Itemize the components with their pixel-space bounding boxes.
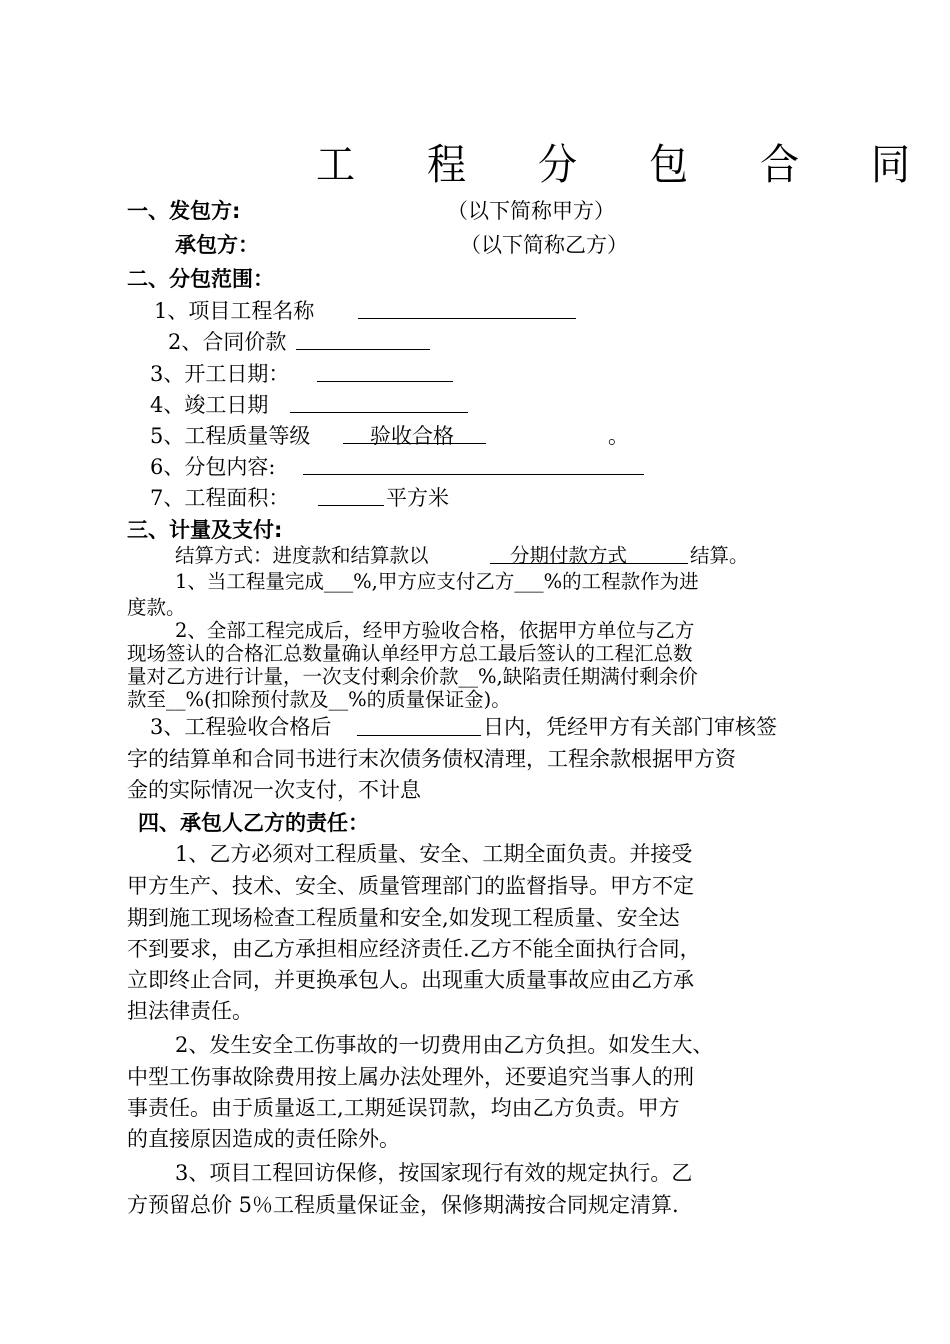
quality-grade-underline: [343, 443, 486, 444]
scope-item-start-date: 3、开工日期：: [150, 362, 290, 386]
duty-2-line-4: 的直接原因造成的责任除外。: [127, 1127, 400, 1151]
payment-heading: 三、计量及支付:: [127, 518, 283, 542]
contractor-heading: 承包方：: [175, 233, 259, 257]
area-blank: [318, 505, 384, 506]
issuer-heading: 一、发包方:: [127, 199, 241, 223]
scope-item-area: 7、工程面积：: [150, 486, 290, 510]
subcontract-content-blank: [303, 474, 644, 475]
settlement-method-value: 分期付款方式: [510, 544, 628, 567]
scope-item-subcontract-content: 6、分包内容:: [150, 455, 276, 479]
quality-grade-period: 。: [608, 424, 629, 448]
payment-clause-1-line-2: 度款。: [127, 596, 186, 619]
area-unit: 平方米: [386, 486, 449, 510]
scope-item-contract-price: 2、合同价款: [168, 330, 287, 354]
duty-3-line-1: 3、项目工程回访保修，按国家现行有效的规定执行。乙: [175, 1161, 693, 1185]
contractor-note: （以下简称乙方）: [460, 233, 628, 257]
duty-2-line-2: 中型工伤事故除费用按上属办法处理外，还要追究当事人的刑: [127, 1065, 694, 1089]
payment-clause-3-line-2: 字的结算单和合同书进行末次债务债权清理，工程余款根据甲方资: [127, 747, 736, 771]
payment-clause-2-line-2: 现场签认的合格汇总数量确认单经甲方总工最后签认的工程汇总数: [127, 642, 693, 665]
payment-clause-2-line-3: 量对乙方进行计量，一次支付剩余价款__%,缺陷责任期满付剩余价: [127, 665, 698, 688]
duty-1-line-6: 担法律责任。: [127, 999, 253, 1023]
payment-clause-3-line-1b: 日内，凭经甲方有关部门审核签: [483, 715, 777, 739]
duty-3-line-2: 方预留总价 5％工程质量保证金，保修期满按合同规定清算.: [127, 1193, 679, 1217]
duty-1-line-3: 期到施工现场检查工程质量和安全,如发现工程质量、安全达: [127, 906, 680, 930]
scope-item-project-name: 1、项目工程名称: [154, 299, 315, 323]
document-title: 工 程 分 包 合 同: [316, 140, 940, 189]
payment-clause-2-line-4: 款至__%(扣除预付款及__%的质量保证金)。: [127, 688, 511, 711]
completion-date-blank: [290, 412, 468, 413]
project-name-blank: [358, 318, 576, 319]
payment-clause-3-line-3: 金的实际情况一次支付，不计息: [127, 778, 421, 802]
scope-item-completion-date: 4、竣工日期: [150, 393, 269, 417]
duty-1-line-4: 不到要求，由乙方承担相应经济责任.乙方不能全面执行合同，: [127, 937, 701, 961]
quality-grade-value: 验收合格: [370, 424, 454, 448]
duty-1-line-5: 立即终止合同，并更换承包人。出现重大质量事故应由乙方承: [127, 968, 694, 992]
scope-heading: 二、分包范围：: [127, 267, 274, 291]
payment-clause-2-line-1: 2、全部工程完成后，经甲方验收合格，依据甲方单位与乙方: [175, 619, 695, 642]
duty-2-line-1: 2、发生安全工伤事故的一切费用由乙方负担。如发生大、: [175, 1033, 714, 1057]
start-date-blank: [317, 381, 453, 382]
acceptance-days-blank: [357, 735, 481, 736]
payment-clause-1-line-1: 1、当工程量完成___%,甲方应支付乙方___%的工程款作为进: [175, 570, 699, 593]
duty-1-line-2: 甲方生产、技术、安全、质量管理部门的监督指导。甲方不定: [127, 874, 694, 898]
settlement-method-underline: [490, 563, 688, 564]
settlement-method-tail: 结算。: [690, 544, 749, 567]
duty-2-line-3: 事责任。由于质量返工,工期延误罚款，均由乙方负责。甲方: [127, 1096, 680, 1120]
duties-heading: 四、承包人乙方的责任：: [138, 811, 369, 835]
payment-clause-3-line-1a: 3、工程验收合格后: [150, 715, 332, 739]
scope-item-quality-grade: 5、工程质量等级: [150, 424, 311, 448]
settlement-method-label: 结算方式：进度款和结算款以: [175, 544, 429, 567]
duty-1-line-1: 1、乙方必须对工程质量、安全、工期全面负责。并接受: [175, 842, 693, 866]
issuer-note: （以下简称甲方）: [447, 199, 615, 223]
contract-price-blank: [296, 349, 430, 350]
